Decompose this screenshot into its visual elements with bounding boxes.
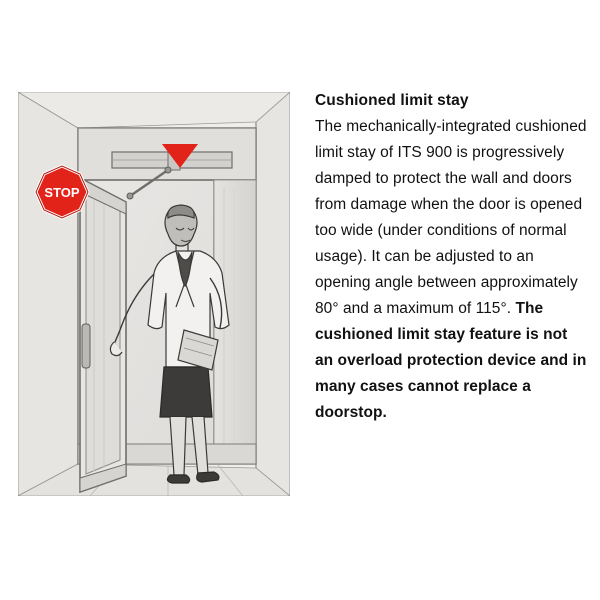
door-illustration: [18, 92, 290, 496]
open-door-leaf: [80, 178, 126, 492]
body-paragraph: [315, 114, 587, 426]
section-heading: Cushioned limit stay: [315, 92, 469, 109]
body-text-normal: The mechanically-integrated cushioned limit stay of ITS 900 is progressively damped to protect the wall and doors from damage when the door is opened too wide (under conditions of normal usage). It can be adjusted to an opening angle between approximately 80° and a maximum of 115°.: [315, 118, 587, 317]
door-handle-icon: [82, 324, 90, 368]
stop-sign-icon: [36, 166, 88, 218]
body-text-bold: The cushioned limit stay feature is not an overload protection device and in many cases cannot replace a doorstop.: [315, 300, 587, 421]
stop-sign-label: STOP: [44, 185, 80, 200]
left-wall: [18, 92, 78, 496]
text-column: [315, 88, 587, 426]
illustration-panel: [18, 92, 290, 496]
right-wall: [256, 92, 290, 496]
